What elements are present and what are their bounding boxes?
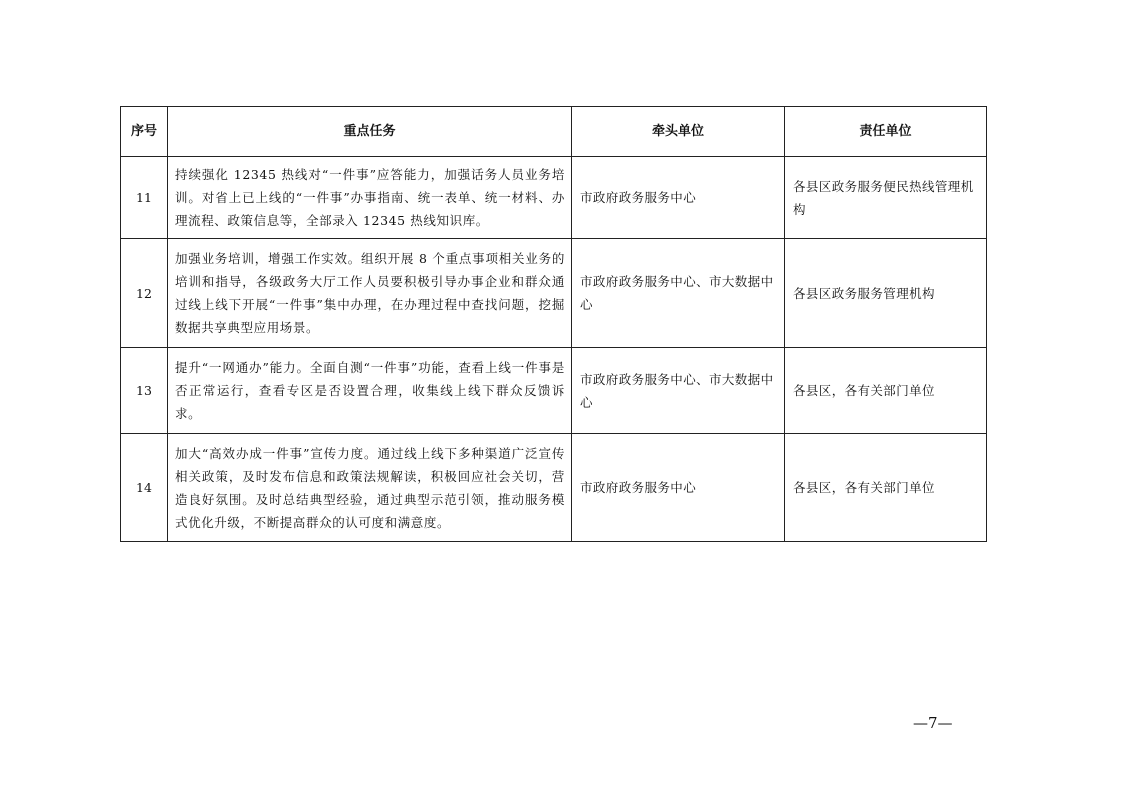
row-lead-unit: 市政府政务服务中心、市大数据中心 — [572, 239, 785, 348]
table-row — [121, 348, 987, 434]
row-key-task: 加强业务培训，增强工作实效。组织开展 8 个重点事项相关业务的培训和指导，各级政务大厅工作人员要积极引导办事企业和群众通过线上线下开展“一件事”集中办理，在办理过程中查找问题，挖掘数据共享典型应用场景。 — [168, 239, 572, 348]
row-lead-unit: 市政府政务服务中心 — [572, 157, 785, 239]
header-responsible-unit: 责任单位 — [785, 107, 987, 157]
row-serial-no: 13 — [121, 348, 168, 434]
row-serial-no: 12 — [121, 239, 168, 348]
row-responsible-unit: 各县区，各有关部门单位 — [785, 434, 987, 542]
row-responsible-unit: 各县区，各有关部门单位 — [785, 348, 987, 434]
row-lead-unit: 市政府政务服务中心 — [572, 434, 785, 542]
row-serial-no: 14 — [121, 434, 168, 542]
row-lead-unit: 市政府政务服务中心、市大数据中心 — [572, 348, 785, 434]
header-lead-unit: 牵头单位 — [572, 107, 785, 157]
row-responsible-unit: 各县区政务服务便民热线管理机构 — [785, 157, 987, 239]
page-number: —7— — [913, 714, 953, 732]
task-table — [120, 106, 987, 542]
row-key-task: 加大“高效办成一件事”宣传力度。通过线上线下多种渠道广泛宣传相关政策，及时发布信息和政策法规解读，积极回应社会关切，营造良好氛围。及时总结典型经验，通过典型示范引领，推动服务模式优化升级，不断提高群众的认可度和满意度。 — [168, 434, 572, 542]
row-key-task: 提升“一网通办”能力。全面自测“一件事”功能，查看上线一件事是否正常运行，查看专区是否设置合理，收集线上线下群众反馈诉求。 — [168, 348, 572, 434]
header-key-task: 重点任务 — [168, 107, 572, 157]
table-row — [121, 157, 987, 239]
row-serial-no: 11 — [121, 157, 168, 239]
table-row — [121, 239, 987, 348]
table-header-row — [121, 107, 987, 157]
row-responsible-unit: 各县区政务服务管理机构 — [785, 239, 987, 348]
table-row — [121, 434, 987, 542]
header-serial-no: 序号 — [121, 107, 168, 157]
row-key-task: 持续强化 12345 热线对“一件事”应答能力，加强话务人员业务培训。对省上已上线的“一件事”办事指南、统一表单、统一材料、办理流程、政策信息等，全部录入 12345 热线知识库。 — [168, 157, 572, 239]
